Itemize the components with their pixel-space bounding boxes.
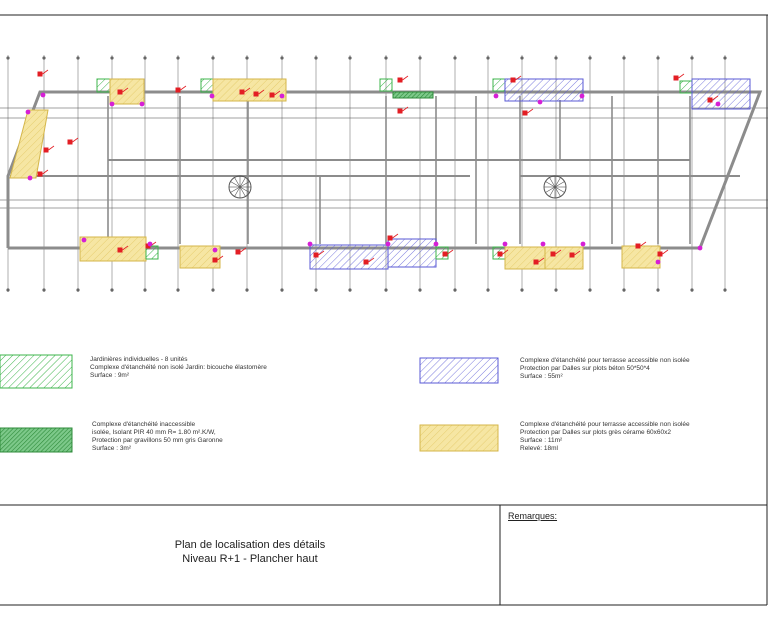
detail-point <box>434 242 439 247</box>
callout-leader <box>663 250 669 254</box>
detail-callout <box>44 148 49 153</box>
grid-node <box>384 56 387 59</box>
building-outline <box>8 92 760 248</box>
legend-line: Jardinières individuelles - 8 unités <box>90 356 188 363</box>
grid-node <box>314 56 317 59</box>
detail-callout <box>398 78 403 83</box>
legend-line: Complexe d'étanchéité pour terrasse accessible non isolée <box>520 357 690 364</box>
detail-point <box>148 242 153 247</box>
zone-blue <box>388 239 436 267</box>
grid-node <box>76 288 79 291</box>
grid-node <box>176 56 179 59</box>
legend-line: Complexe d'étanchéité pour terrasse accessible non isolée <box>520 421 690 428</box>
detail-point <box>580 94 585 99</box>
grid-node <box>110 288 113 291</box>
detail-point <box>280 94 285 99</box>
grid-node <box>280 56 283 59</box>
grid-node <box>384 288 387 291</box>
legend-line: Surface : 3m² <box>92 445 132 452</box>
zone-yellow <box>80 237 146 261</box>
grid-node <box>143 288 146 291</box>
legend-line: isolée, Isolant PIR 40 mm R= 1.80 m².K/W, <box>92 429 216 436</box>
detail-callout <box>176 88 181 93</box>
detail-callout <box>570 253 575 258</box>
legend-text-yellow <box>520 421 690 453</box>
grid-node <box>280 288 283 291</box>
waterproofing-zones <box>10 79 750 269</box>
detail-point <box>538 100 543 105</box>
detail-callout <box>658 252 663 257</box>
zone-dgreen <box>393 92 433 98</box>
legend-text-green-light <box>90 356 267 380</box>
detail-point <box>82 238 87 243</box>
remarks-label: Remarques: <box>508 511 558 521</box>
grid-node <box>520 288 523 291</box>
detail-point <box>213 248 218 253</box>
detail-point <box>28 176 33 181</box>
grid-node <box>348 56 351 59</box>
detail-callout <box>254 92 259 97</box>
legend-line: Protection par Dalles sur plots grès cérame 60x60x2 <box>520 429 672 436</box>
grid-node <box>486 56 489 59</box>
callout-leader <box>528 109 534 113</box>
callout-leader <box>73 138 79 142</box>
detail-callout <box>364 260 369 265</box>
grid-node <box>42 56 45 59</box>
detail-point <box>26 110 31 115</box>
callout-leader <box>679 74 685 78</box>
zone-green <box>97 79 110 92</box>
legend-line: Complexe d'étanchéité inaccessible <box>92 421 196 428</box>
legend-swatch-blue <box>420 358 498 383</box>
legend-line: Protection par gravillons 50 mm gris Garonne <box>92 437 223 444</box>
grid-node <box>110 56 113 59</box>
detail-callout <box>398 109 403 114</box>
grid-node <box>314 288 317 291</box>
detail-point <box>110 102 115 107</box>
detail-point <box>308 242 313 247</box>
title-block <box>0 505 500 605</box>
zone-yellow <box>545 247 583 269</box>
zone-green <box>201 79 213 92</box>
grid-node <box>723 56 726 59</box>
detail-point <box>140 102 145 107</box>
detail-callout <box>443 252 448 257</box>
grid-node <box>6 288 9 291</box>
detail-point <box>541 242 546 247</box>
detail-callout <box>68 140 73 145</box>
plan-subtitle: Niveau R+1 - Plancher haut <box>182 553 318 565</box>
grid-node <box>690 288 693 291</box>
zone-green <box>680 81 692 93</box>
floor-plan-walls <box>8 92 760 248</box>
zone-yellow <box>505 247 545 269</box>
grid-node <box>211 288 214 291</box>
grid-node <box>245 288 248 291</box>
legend-swatch-green-dark <box>0 428 72 452</box>
grid-node <box>143 56 146 59</box>
detail-callout <box>38 172 43 177</box>
zone-blue <box>310 245 388 269</box>
legend-line: Relevé: 18ml <box>520 445 558 452</box>
detail-callout <box>534 260 539 265</box>
grid-node <box>588 288 591 291</box>
detail-callout <box>240 90 245 95</box>
detail-callout <box>236 250 241 255</box>
grid-node <box>656 288 659 291</box>
zone-green <box>493 79 505 91</box>
detail-point <box>656 260 661 265</box>
callout-leader <box>393 234 399 238</box>
grid-node <box>554 288 557 291</box>
grid-node <box>723 288 726 291</box>
grid-node <box>6 56 9 59</box>
detail-callout <box>314 253 319 258</box>
detail-point <box>503 242 508 247</box>
legend-swatch-green-light <box>0 355 72 388</box>
detail-callout <box>118 90 123 95</box>
detail-callout <box>551 252 556 257</box>
detail-callout <box>708 98 713 103</box>
grid-node <box>622 288 625 291</box>
plan-title: Plan de localisation des détails <box>174 539 326 551</box>
legend-line: Surface : 9m² <box>90 372 130 379</box>
detail-callout <box>213 258 218 263</box>
legend-text-blue <box>520 357 690 381</box>
grid-node <box>42 288 45 291</box>
grid-node <box>554 56 557 59</box>
detail-point <box>41 93 46 98</box>
detail-callout <box>270 93 275 98</box>
grid-node <box>453 288 456 291</box>
zone-green <box>380 79 392 91</box>
grid-node <box>622 56 625 59</box>
callout-leader <box>403 107 409 111</box>
grid-node <box>418 288 421 291</box>
detail-callout <box>118 248 123 253</box>
legend-text-green-dark <box>92 421 223 453</box>
detail-point <box>581 242 586 247</box>
detail-callout <box>523 111 528 116</box>
grid-node <box>176 288 179 291</box>
grid-node <box>656 56 659 59</box>
detail-point <box>210 94 215 99</box>
callout-leader <box>43 170 49 174</box>
zone-blue <box>505 79 583 101</box>
legend-swatch-yellow <box>420 425 498 451</box>
grid-node <box>520 56 523 59</box>
detail-callout <box>674 76 679 81</box>
zone-yellow <box>10 110 48 178</box>
grid-node <box>486 288 489 291</box>
detail-point <box>386 242 391 247</box>
detail-point <box>716 102 721 107</box>
zone-yellow <box>213 79 286 101</box>
grid-node <box>211 56 214 59</box>
detail-callout <box>636 244 641 249</box>
legend-line: Protection par Dalles sur plots béton 50*50*4 <box>520 365 650 372</box>
grid-node <box>418 56 421 59</box>
callout-leader <box>43 70 49 74</box>
callout-leader <box>641 242 647 246</box>
grid-node <box>76 56 79 59</box>
grid-node <box>690 56 693 59</box>
callout-leader <box>49 146 55 150</box>
detail-callout <box>498 252 503 257</box>
zone-yellow <box>110 79 144 104</box>
callout-leader <box>181 86 187 90</box>
legend-line: Surface : 55m² <box>520 373 563 380</box>
detail-point <box>698 246 703 251</box>
grid-node <box>588 56 591 59</box>
grid-node <box>245 56 248 59</box>
callout-leader <box>403 76 409 80</box>
legend-line: Complexe d'étanchéité non isolé Jardin: bicouche élastomère <box>90 364 267 371</box>
grid-node <box>453 56 456 59</box>
grid-node <box>348 288 351 291</box>
detail-callout <box>38 72 43 77</box>
detail-callout <box>388 236 393 241</box>
detail-point <box>494 94 499 99</box>
zone-yellow <box>622 246 660 268</box>
detail-callout <box>511 78 516 83</box>
legend-line: Surface : 11m² <box>520 437 563 444</box>
zone-blue <box>692 79 750 109</box>
